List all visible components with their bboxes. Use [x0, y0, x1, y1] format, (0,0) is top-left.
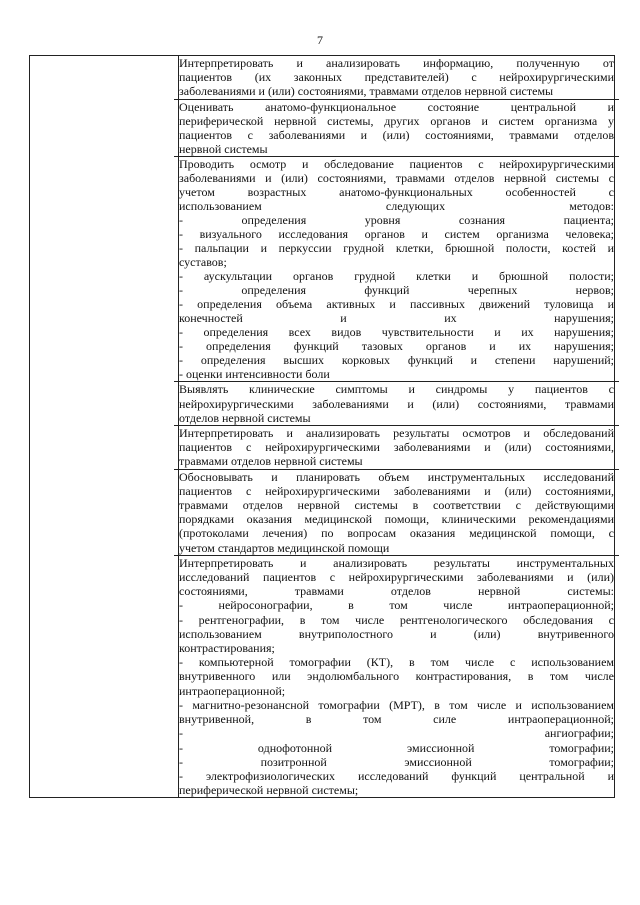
text-line: - электрофизиологических исследований функций центральной и [179, 768, 614, 783]
text-line: пациентов с нейрохирургическими заболеваниями и (или) состояниями, [179, 440, 614, 455]
text-line: - определения функций тазовых органов и их нарушения; [179, 339, 614, 354]
table-row [30, 56, 615, 798]
text-line: отделов нервной системы [179, 410, 311, 425]
text-line: заболеваниями и (или) состояниями, травмами отделов нервной системы [179, 84, 554, 99]
text-line: исследований пациентов с нейрохирургическими заболеваниями и (или) [179, 570, 614, 585]
page-number: 7 [317, 33, 323, 47]
competency-table [29, 55, 615, 798]
text-line: - определения всех видов чувствительности и их нарушения; [179, 325, 614, 340]
text-line: периферической нервной системы, других органов и систем организма у [179, 113, 614, 128]
skill-row [179, 157, 614, 381]
text-line: контрастирования; [179, 641, 275, 656]
text-line: учетом возрастных анатомо-функциональных особенностей с [179, 185, 614, 200]
text-line: интраоперационной; [179, 683, 286, 698]
skill-row [179, 556, 614, 797]
skill-row [179, 470, 614, 555]
text-line: Обосновывать и планировать объем инструментальных исследований [179, 469, 614, 484]
skill-row [179, 382, 614, 425]
text-line: - оценки интенсивности боли [179, 367, 330, 382]
text-line: Проводить осмотр и обследование пациентов с нейрохирургическими [179, 157, 614, 172]
text-line: - определения уровня сознания пациента; [179, 213, 614, 228]
empty-left-column-cell [30, 56, 179, 798]
text-line: - компьютерной томографии (КТ), в том числе с использованием [179, 655, 614, 670]
text-line: - определения функций черепных нервов; [179, 283, 614, 298]
text-line: - ангиографии; [179, 726, 614, 741]
text-line: конечностей и их нарушения; [179, 311, 614, 326]
text-line: порядками оказания медицинской помощи, клиническими рекомендациями [179, 512, 614, 527]
text-line: Интерпретировать и анализировать результаты осмотров и обследований [179, 426, 614, 441]
text-line: использованием внутриполостного и (или) внутривенного [179, 626, 614, 641]
skill-row [179, 56, 614, 99]
text-line: - определения объема активных и пассивных движений туловища и [179, 297, 614, 312]
text-line: травмами отделов нервной системы в соответствии с действующими [179, 498, 614, 513]
skill-row [179, 426, 614, 469]
text-line: (протоколами лечения) по вопросам оказания медицинской помощи, с [179, 526, 614, 541]
text-line: Интерпретировать и анализировать информацию, полученную от [179, 56, 614, 70]
text-line: пациентов с заболеваниями и (или) состояниями, травмами отделов [179, 128, 614, 143]
text-line: - магнитно-резонансной томографии (МРТ), в том числе и использованием [179, 697, 614, 712]
text-line: внутривенной, в том силе интраоперационной; [179, 712, 614, 727]
text-line: - визуального исследования органов и систем организма человека; [179, 227, 614, 242]
text-line: учетом стандартов медицинской помощи [179, 540, 390, 555]
text-line: Интерпретировать и анализировать результаты инструментальных [179, 555, 614, 570]
text-line: периферической нервной системы; [179, 783, 359, 798]
text-line: - определения высших корковых функций и степени нарушений; [179, 353, 614, 368]
text-line: - пальпации и перкуссии грудной клетки, брюшной полости, костей и [179, 241, 614, 256]
text-line: суставов; [179, 255, 227, 270]
text-line: - рентгенографии, в том числе рентгенологического обследования с [179, 612, 614, 627]
text-line: заболеваниями и (или) состояниями, травмами отделов нервной системы с [179, 171, 614, 186]
text-line: Выявлять клинические симптомы и синдромы у пациентов с [179, 382, 614, 397]
skill-row [179, 100, 614, 157]
text-line: пациентов с нейрохирургическими заболеваниями и (или) состояниями, [179, 483, 614, 498]
text-line: внутривенного или эндолюмбального контрастирования, в том числе [179, 669, 614, 684]
text-line: нервной системы [179, 142, 268, 157]
text-line: - однофотонной эмиссионной томографии; [179, 740, 614, 755]
text-line: травмами отделов нервной системы [179, 454, 363, 469]
skills-cell [179, 56, 615, 798]
text-line: пациентов (их законных представителей) с нейрохирургическими [179, 70, 614, 85]
text-line: - аускультации органов грудной клетки и брюшной полости; [179, 269, 614, 284]
text-line: состояниями, травмами отделов нервной системы: [179, 584, 614, 599]
text-line: нейрохирургическими заболеваниями и (или) состояниями, травмами [179, 396, 614, 411]
text-line: Оценивать анатомо-функциональное состояние центральной и [179, 99, 614, 114]
text-line: - нейросонографии, в том числе интраоперационной; [179, 598, 614, 613]
text-line: использованием следующих методов: [179, 199, 614, 214]
text-line: - позитронной эмиссионной томографии; [179, 754, 614, 769]
